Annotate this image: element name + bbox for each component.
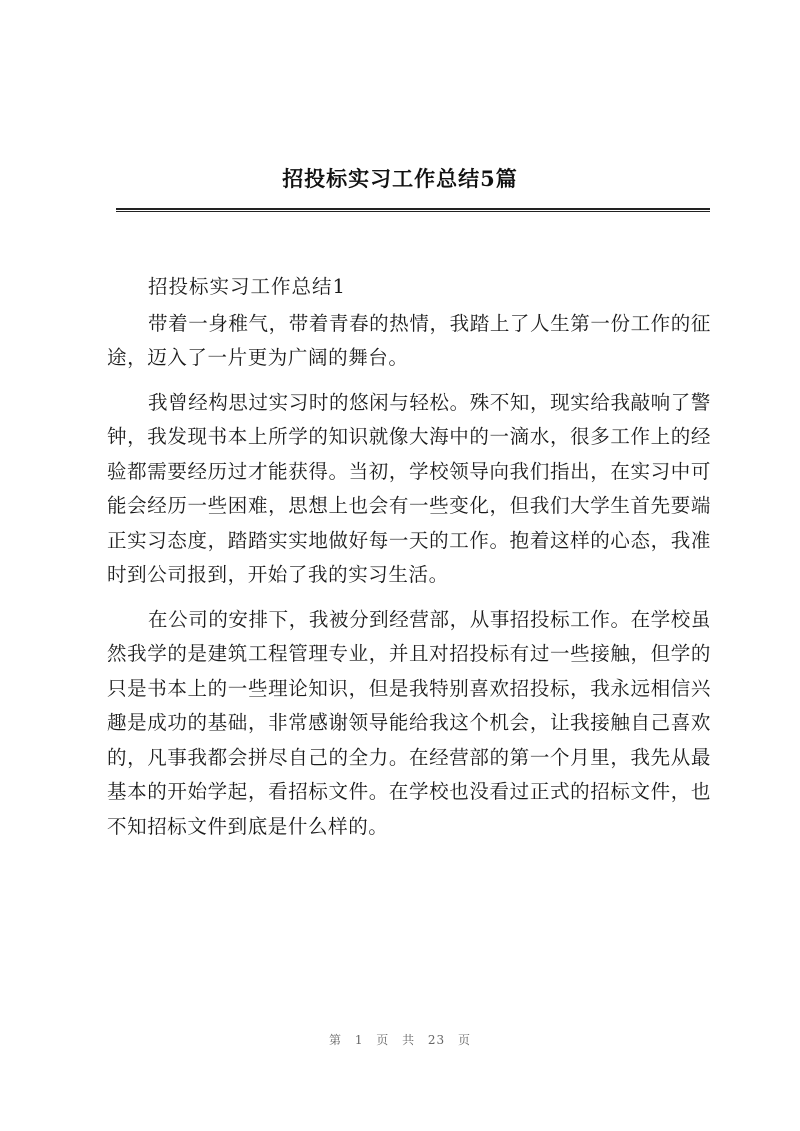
section-heading: 招投标实习工作总结1 (148, 275, 346, 298)
paragraph-3: 在公司的安排下，我被分到经营部，从事招投标工作。在学校虽然我学的是建筑工程管理专业，并且对招投标有过一些接触，但学的只是书本上的一些理论知识，但是我特别喜欢招投标，我永远相信兴趣是成功的基础，非常感谢领导能给我这个机会，让我接触自己喜欢的，凡事我都会拼尽自己的全力。在经营部的第一个月里，我先从最基本的开始学起，看招标文件。在学校也没看过正式的招标文件，也不知招标文件到底是什么样的。 (107, 607, 711, 838)
title-divider (116, 208, 710, 212)
paragraph-1: 带着一身稚气，带着青春的热情，我踏上了人生第一份工作的征途，迈入了一片更为广阔的舞台。 (107, 311, 711, 369)
document-title: 招投标实习工作总结5篇 (282, 166, 518, 191)
document-body (107, 270, 711, 844)
page-number-footer: 第 1 页 共 23 页 (329, 1033, 471, 1047)
paragraph-2: 我曾经构思过实习时的悠闲与轻松。殊不知，现实给我敲响了警钟，我发现书本上所学的知识就像大海中的一滴水，很多工作上的经验都需要经历过才能获得。当初，学校领导向我们指出，在实习中可能会经历一些困难，思想上也会有一些变化，但我们大学生首先要端正实习态度，踏踏实实地做好每一天的工作。抱着这样的心态，我准时到公司报到，开始了我的实习生活。 (107, 390, 711, 586)
